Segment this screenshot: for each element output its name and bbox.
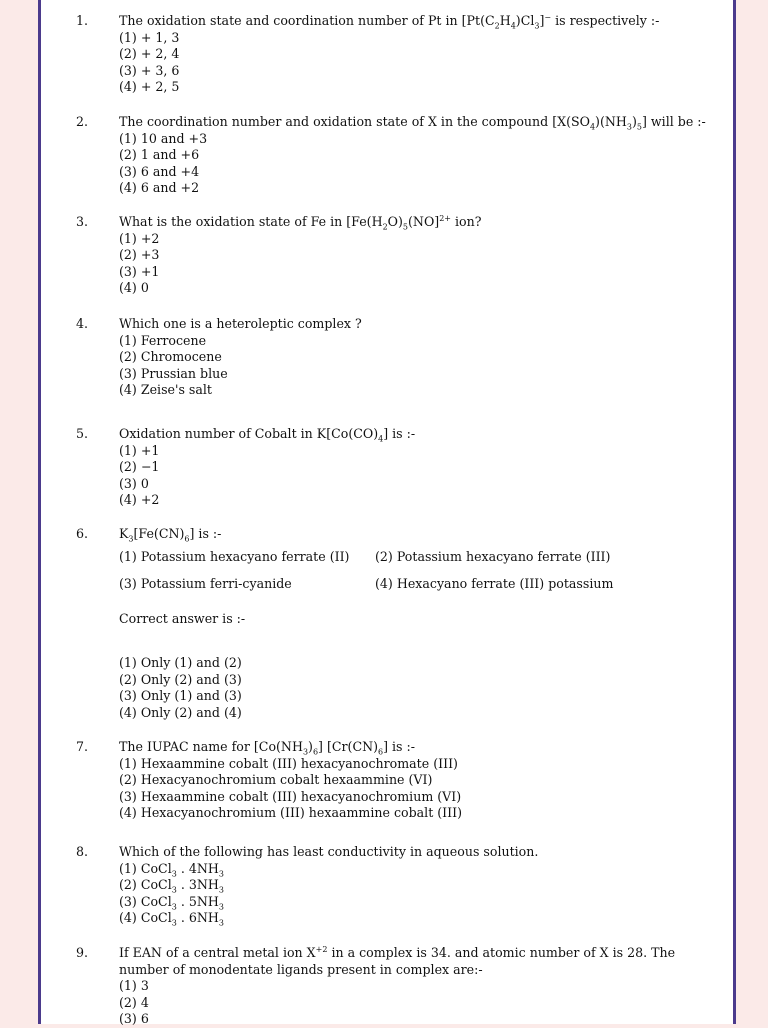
option[interactable]: (3) Hexaammine cobalt (III) hexacyanochromium (VI) [119,788,462,804]
question-number: 9. [76,945,89,960]
option[interactable]: (1) CoCl$_3$ . $4NH_3$ [119,860,224,879]
question-number: 5. [76,426,89,441]
worksheet-page [38,0,736,1024]
option[interactable]: (3) Prussian blue [119,365,228,381]
option[interactable]: (4) Hexacyanochromium (III) hexaammine cobalt (III) [119,805,463,820]
question-number: 2. [76,114,89,129]
option[interactable]: (4) Zeise's salt [119,382,212,397]
question-stem: What is the oxidation state of Fe in [$Fe(H_2O)_5(NO]^{2+}$ ion? [119,213,482,232]
option[interactable]: (1) 10 and +3 [119,130,208,146]
question-stem: The coordination number and oxidation state of X in the compound $[X(SO_4)(NH_3)_5]$ will be :- [119,114,706,132]
question-stem: If EAN of a central metal ion $X^{+2}$ in a complex is 34. and atomic number of X is 28. The number of monodentate ligands present in complex are:- [119,944,676,977]
option[interactable]: (2) + 2, 4 [119,46,180,61]
option[interactable]: (3) 6 and +4 [119,163,200,179]
question-stem: Which of the following has least conductivity in aqueous solution. [119,844,539,859]
option[interactable]: (4) +2 [119,492,160,507]
question-number: 1. [76,13,89,28]
question-number: 6. [76,526,89,541]
option[interactable]: (2) −1 [119,459,160,474]
option[interactable]: (1) +1 [119,442,160,458]
option[interactable]: (1) +2 [119,230,160,246]
question-number: 7. [76,739,89,754]
option[interactable]: (2) +3 [119,247,160,262]
option[interactable]: (4) CoCl$_3$ . $6NH_3$ [119,910,224,928]
statement: (3) Potassium ferri-cyanide [119,575,292,591]
option[interactable]: (2) Only (2) and (3) [119,671,242,687]
option[interactable]: (2) 4 [119,994,149,1010]
question-stem: Which one is a heteroleptic complex ? [119,316,362,331]
option[interactable]: (4) + 2, 5 [119,79,180,94]
question-stem: The IUPAC name for $[Co(NH_3)_6]$ $[Cr(CN)_6]$ is :- [119,739,416,757]
option[interactable]: (2) Chromocene [119,349,222,364]
option[interactable]: (1) Ferrocene [119,332,207,348]
question-stem: $K_3[Fe(CN)_6]$ is :- [119,526,222,544]
answer-prompt: Correct answer is :- [119,610,246,626]
question-number: 8. [76,844,89,859]
option[interactable]: (2) 1 and +6 [119,147,200,162]
option[interactable]: (1) Only (1) and (2) [119,655,242,670]
statement: (4) Hexacyano ferrate (III) potassium [375,575,614,591]
option[interactable]: (3) + 3, 6 [119,62,180,78]
option[interactable]: (2) Hexacyanochromium cobalt hexaammine (VI) [119,772,433,787]
question-number: 4. [76,316,89,331]
statement-grid [119,549,709,611]
option[interactable]: (2) CoCl$_3$ . $3NH_3$ [119,877,224,895]
option[interactable]: (3) 6 [119,1011,149,1026]
option[interactable]: (3) 0 [119,475,149,491]
option[interactable]: (4) 6 and +2 [119,180,200,195]
question-number: 3. [76,214,89,229]
option[interactable]: (1) 3 [119,978,149,993]
option[interactable]: (4) 0 [119,280,149,295]
statement: (1) Potassium hexacyano ferrate (II) [119,548,350,564]
option[interactable]: (1) Hexaammine cobalt (III) hexacyanochromate (III) [119,755,458,771]
question-stem: Oxidation number of Cobalt in $K[Co(CO)_4]$ is :- [119,426,416,444]
option[interactable]: (3) +1 [119,263,160,279]
option[interactable]: (4) Only (2) and (4) [119,704,242,720]
question-stem: The oxidation state and coordination number of Pt in $[Pt(C_2H_4)Cl_3]^-$ is respectively :- [119,12,660,31]
option[interactable]: (3) Only (1) and (3) [119,688,242,703]
statement: (2) Potassium hexacyano ferrate (III) [375,548,611,564]
option[interactable]: (1) + 1, 3 [119,29,180,45]
option[interactable]: (3) CoCl$_3$ . $5NH_3$ [119,893,224,912]
